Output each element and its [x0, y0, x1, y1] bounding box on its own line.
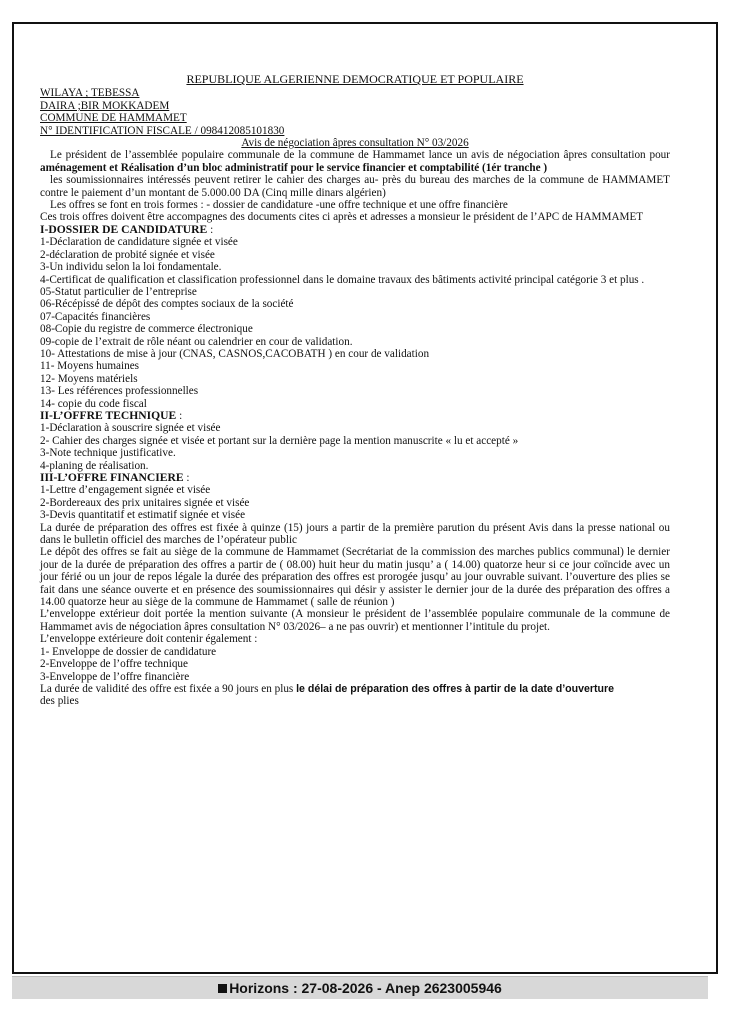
list-item: 2-Bordereaux des prix unitaires signée et visée	[40, 496, 250, 509]
section-technique-heading	[40, 410, 670, 422]
validite-paragraph	[40, 683, 670, 708]
list-item: 2-Enveloppe de l’offre technique	[40, 658, 188, 671]
footer-banner	[12, 976, 708, 999]
section-technique-suffix: :	[176, 409, 183, 422]
project-name: aménagement et Réalisation d’un bloc administratif pour le service financier et comptabilité (1ér tranche )	[40, 161, 548, 174]
commune-line: COMMUNE DE HAMMAMET	[40, 112, 187, 125]
list-item: 3-Note technique justificative.	[40, 447, 176, 460]
list-item: 3-Un individu selon la loi fondamentale.	[40, 261, 222, 274]
list-item: 07-Capacités financières	[40, 310, 151, 323]
daira-line: DAIRA ;BIR MOKKADEM	[40, 99, 170, 112]
section-candidature-suffix: :	[207, 223, 214, 236]
footer-text: Horizons : 27-08-2026 - Anep 2623005946	[229, 980, 502, 996]
financiere-list	[40, 484, 670, 521]
validite-bold-text: le délai de préparation des offres à partir de la date d’ouverture	[296, 682, 614, 695]
retrait-paragraph: les soumissionnaires intéressés peuvent retirer le cahier des charges au- près du bureau des marches de la commune de HAMMAMET contre le paiement d’un montant de 5.000.00 DA (Cinq mille dinars algérien)	[40, 174, 670, 199]
candidature-list	[40, 236, 670, 410]
list-item: 1-Lettre d’engagement signée et visée	[40, 484, 211, 497]
list-item: 10- Attestations de mise à jour (CNAS, CASNOS,CACOBATH ) en cour de validation	[40, 347, 430, 360]
intro-text: Le président de l’assemblée populaire communale de la commune de Hammamet lance un avis de négociation âpres consultation pour	[50, 149, 670, 162]
list-item: 12- Moyens matériels	[40, 372, 138, 385]
notice-content	[40, 73, 670, 708]
contenir-paragraph: L’enveloppe extérieure doit contenir également :	[40, 633, 258, 646]
list-item: 4-Certificat de qualification et classification professionnel dans le domaine travaux des bâtiments activité principal catégorie 3 et plus .	[40, 273, 645, 286]
formes-paragraph: Les offres se font en trois formes : - dossier de candidature -une offre technique et une offre financière	[50, 199, 508, 212]
list-item: 4-planing de réalisation.	[40, 459, 149, 472]
list-item: 06-Récépissé de dépôt des comptes sociaux de la société	[40, 298, 294, 311]
list-item: 1-Déclaration à souscrire signée et visée	[40, 422, 221, 435]
validite-end-text: des plies	[40, 695, 79, 708]
section-financiere-title: III-L’OFFRE FINANCIERE	[40, 471, 184, 484]
enveloppe-list	[40, 646, 670, 683]
list-item: 11- Moyens humaines	[40, 360, 140, 373]
documents-paragraph: Ces trois offres doivent être accompagnes des documents cites ci après et adresses a monsieur le président de l’APC de HAMMAMET	[40, 211, 644, 224]
list-item: 08-Copie du registre de commerce électronique	[40, 323, 253, 336]
section-financiere-heading	[40, 472, 670, 484]
list-item: 05-Statut particulier de l’entreprise	[40, 285, 197, 298]
depot-paragraph: Le dépôt des offres se fait au siège de la commune de Hammamet (Secrétariat de la commission des marches publics communal) le dernier jour de la durée de préparation des offres a partir de ( 08.00) huit heur du matin jusqu’ a ( 14.00) quatorze heur si ce jour coïncide avec un jour férié ou un jour de repos légale la durée des préparation des offres est prorogée jusqu’ au jour ouvrable suivant. l’ouverture des plies se fait dans une séance ouverte et en présence des soumissionnaires qui désir y assister le dernier jour de la durée des préparation des offres a 14.00 quatorze heur au siège de la commune de Hammamet ( salle de réunion )	[40, 546, 670, 609]
section-candidature-title: I-DOSSIER DE CANDIDATURE	[40, 222, 208, 236]
validite-text: La durée de validité des offre est fixée a 90 jours en plus	[40, 682, 297, 695]
section-technique-title: II-L’OFFRE TECHNIQUE	[40, 408, 177, 422]
list-item: 3-Devis quantitatif et estimatif signée et visée	[40, 509, 246, 522]
list-item: 3-Enveloppe de l’offre financière	[40, 670, 190, 683]
list-item: 1-Déclaration de candidature signée et visée	[40, 236, 238, 249]
section-financiere-suffix: :	[183, 472, 190, 484]
list-item: 2- Cahier des charges signée et visée et portant sur la dernière page la mention manuscrite « lu et accepté »	[40, 434, 519, 447]
nif-line: N° IDENTIFICATION FISCALE / 098412085101830	[40, 124, 285, 137]
list-item: 2-déclaration de probité signée et visée	[40, 248, 215, 261]
list-item: 13- Les références professionnelles	[40, 385, 199, 398]
section-candidature-heading	[40, 224, 670, 236]
list-item: 1- Enveloppe de dossier de candidature	[40, 645, 217, 658]
republic-title: REPUBLIQUE ALGERIENNE DEMOCRATIQUE ET POPULAIRE	[186, 72, 524, 86]
list-item: 14- copie du code fiscal	[40, 397, 147, 410]
duree-paragraph: La durée de préparation des offres est fixée à quinze (15) jours a partir de la première parution du présent Avis dans la presse national ou dans le bulletin officiel des marches de l’opérateur public	[40, 521, 670, 547]
avis-title: Avis de négociation âpres consultation N° 03/2026	[241, 137, 469, 150]
list-item: 09-copie de l’extrait de rôle néant ou calendrier en cour de validation.	[40, 335, 353, 348]
intro-paragraph	[40, 149, 670, 174]
enveloppe-paragraph: L’enveloppe extérieur doit portée la mention suivante (A monsieur le président de l’assemblée populaire communale de la commune de Hammamet avis de négociation âpres consultation N° 03/2026– a ne pas ouvrir) et mentionner l’intitule du projet.	[40, 608, 670, 633]
wilaya-line: WILAYA ; TEBESSA	[40, 87, 140, 100]
technique-list	[40, 422, 670, 472]
square-icon	[218, 984, 227, 993]
